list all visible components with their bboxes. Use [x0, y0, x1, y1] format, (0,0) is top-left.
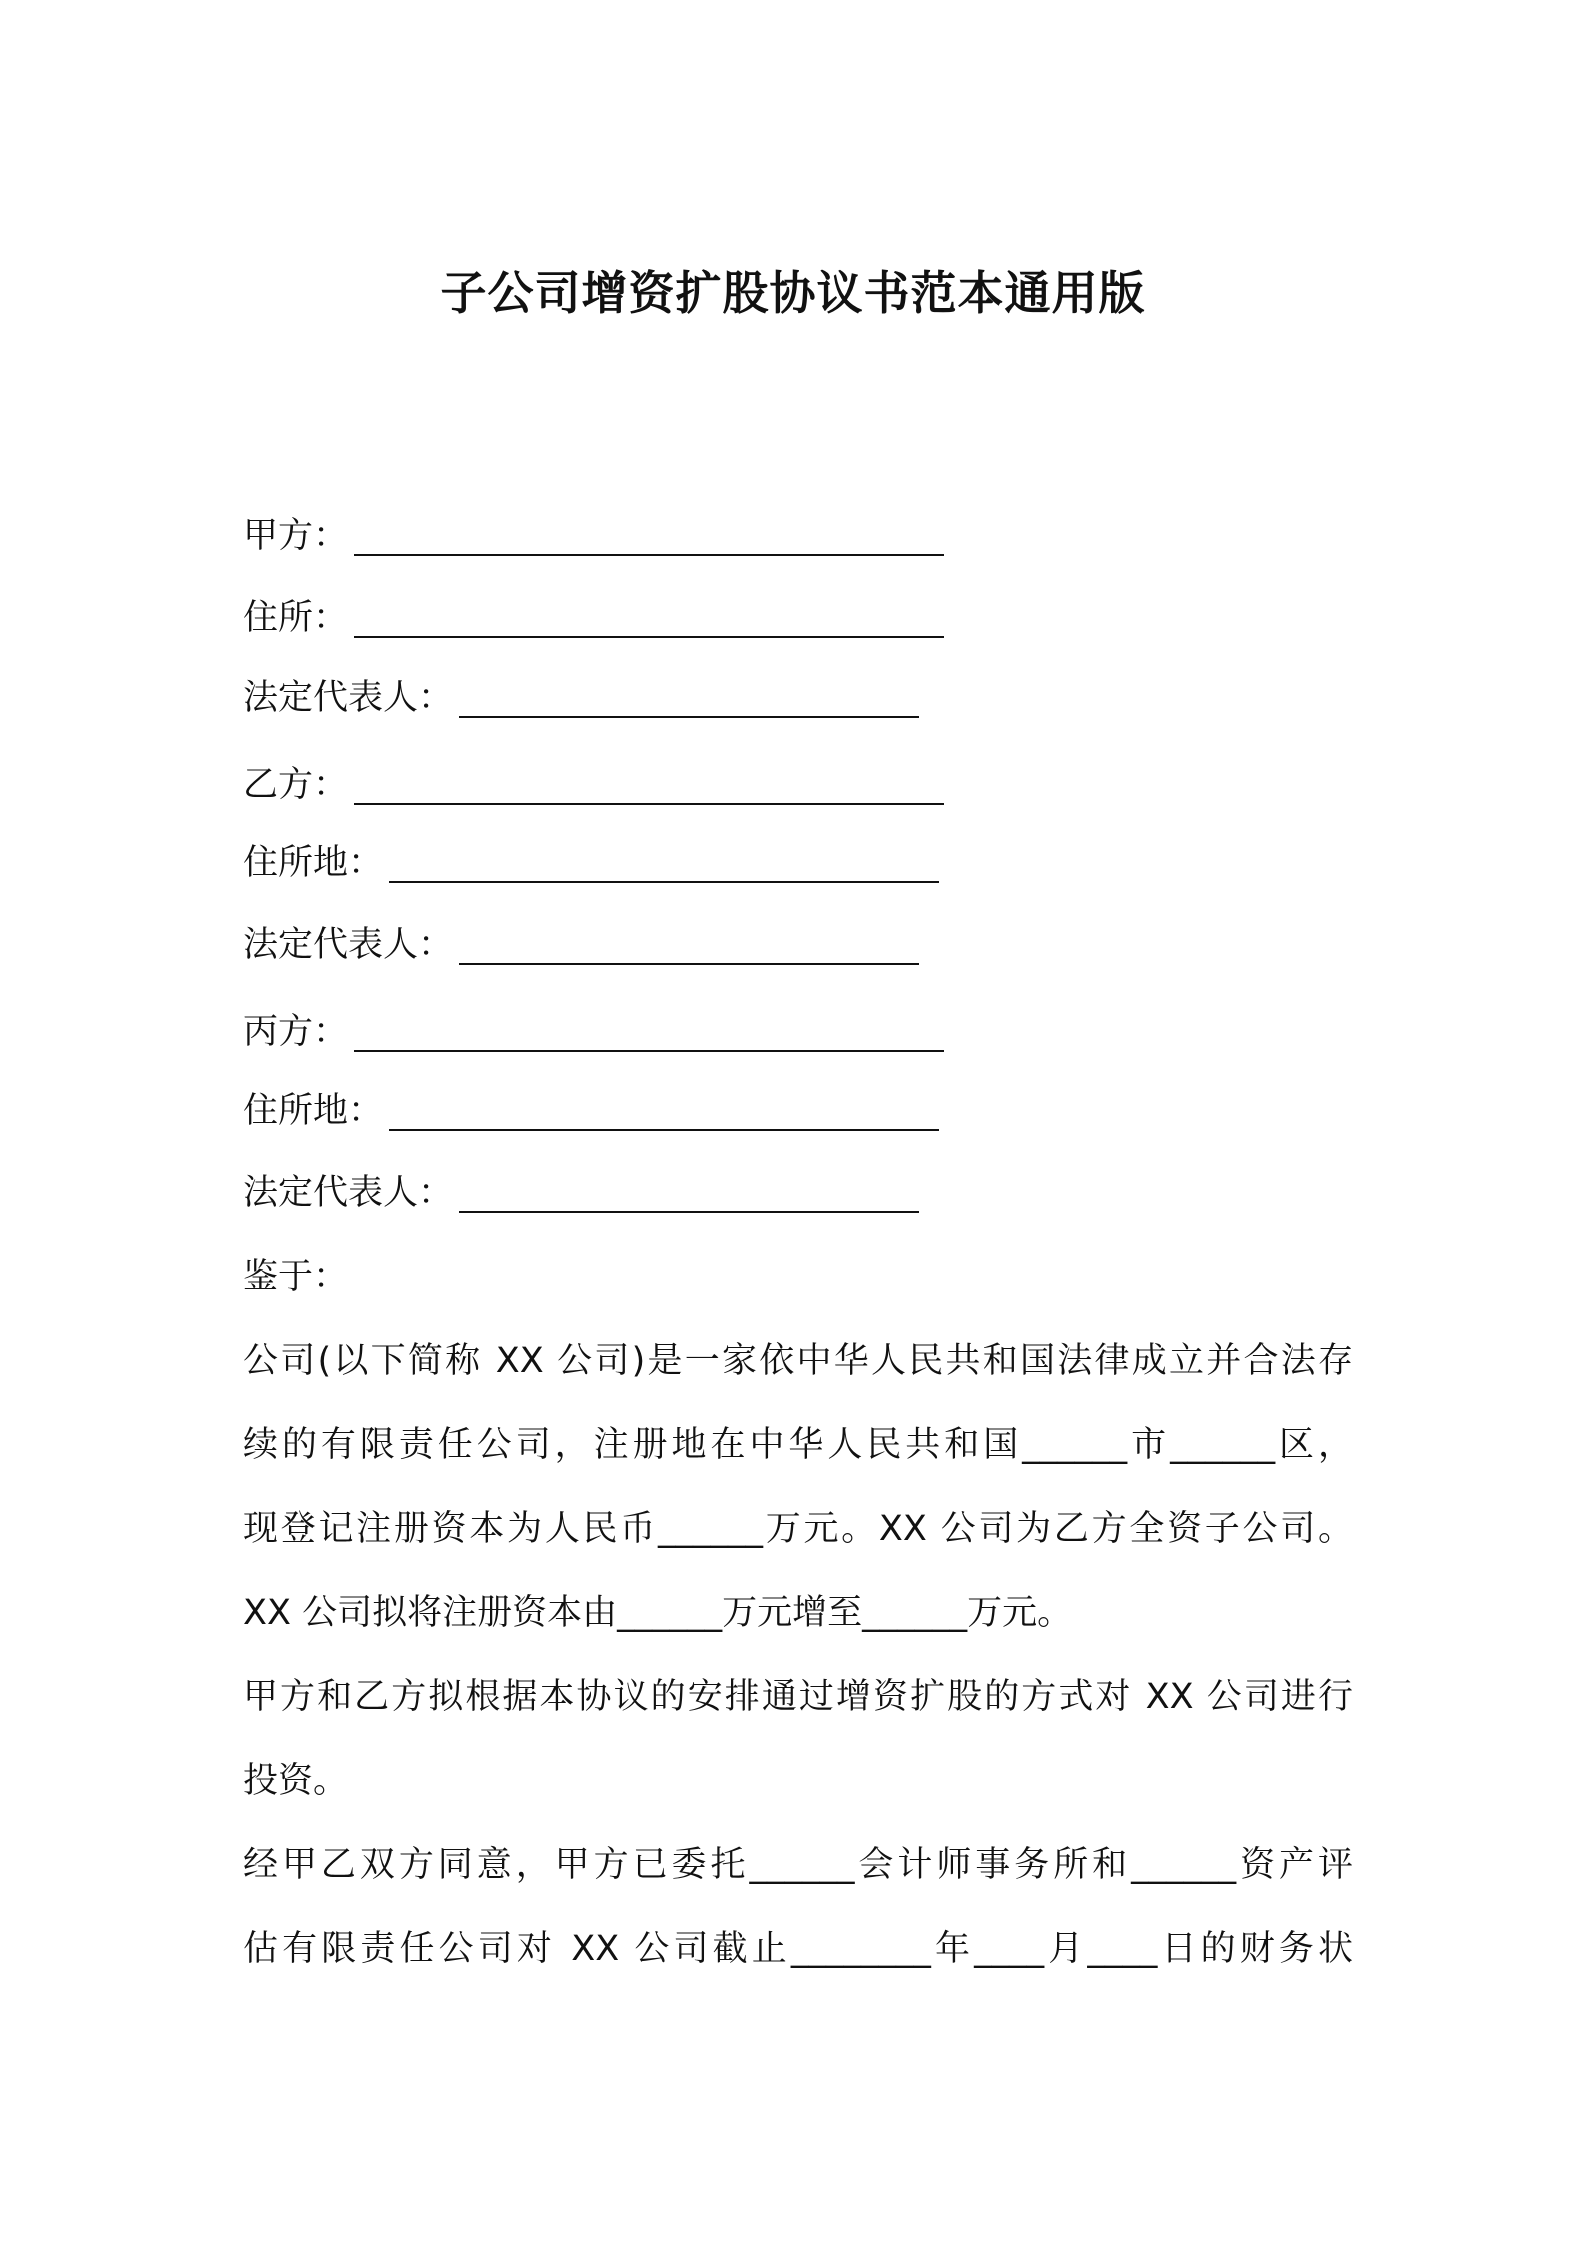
field-label: 住所地： [243, 1091, 384, 1131]
field-label: 法定代表人： [243, 1173, 454, 1213]
blank-line[interactable] [459, 668, 919, 718]
document-title: 子公司增资扩股协议书范本通用版 [440, 266, 1146, 320]
body-line: 续的有限责任公司，注册地在中华人民共和国______市______区， [243, 1425, 1353, 1465]
whereas-heading: 鉴于： [243, 1257, 349, 1297]
field-label: 住所： [243, 598, 349, 638]
body-line: 公司(以下简称 XX 公司)是一家依中华人民共和国法律成立并合法存 [243, 1341, 1353, 1381]
party-a-name-field [243, 506, 944, 566]
blank-line[interactable] [459, 1163, 919, 1213]
blank-line[interactable] [354, 506, 944, 556]
blank-line[interactable] [389, 833, 939, 883]
party-c-name-field [243, 1002, 944, 1062]
body-line: 投资。 [243, 1761, 349, 1801]
body-line: 甲方和乙方拟根据本协议的安排通过增资扩股的方式对 XX 公司进行 [243, 1677, 1353, 1717]
field-label: 甲方： [243, 516, 349, 556]
party-b-name-field [243, 755, 944, 815]
party-b-address-field [243, 833, 939, 893]
party-b-representative-field [243, 915, 919, 975]
party-c-representative-field [243, 1163, 919, 1223]
body-line: 估有限责任公司对 XX 公司截止________年____月____日的财务状 [243, 1929, 1353, 1969]
field-label: 法定代表人： [243, 925, 454, 965]
body-line: 现登记注册资本为人民币______万元。XX 公司为乙方全资子公司。 [243, 1509, 1353, 1549]
blank-line[interactable] [354, 755, 944, 805]
party-c-address-field [243, 1081, 939, 1141]
blank-line[interactable] [354, 588, 944, 638]
field-label: 住所地： [243, 843, 384, 883]
field-label: 丙方： [243, 1012, 349, 1052]
blank-line[interactable] [389, 1081, 939, 1131]
party-a-address-field [243, 588, 944, 648]
field-label: 乙方： [243, 765, 349, 805]
body-line: 经甲乙双方同意，甲方已委托______会计师事务所和______资产评 [243, 1845, 1353, 1885]
body-line: XX 公司拟将注册资本由______万元增至______万元。 [243, 1593, 1073, 1633]
field-label: 法定代表人： [243, 678, 454, 718]
blank-line[interactable] [354, 1002, 944, 1052]
blank-line[interactable] [459, 915, 919, 965]
party-a-representative-field [243, 668, 919, 728]
